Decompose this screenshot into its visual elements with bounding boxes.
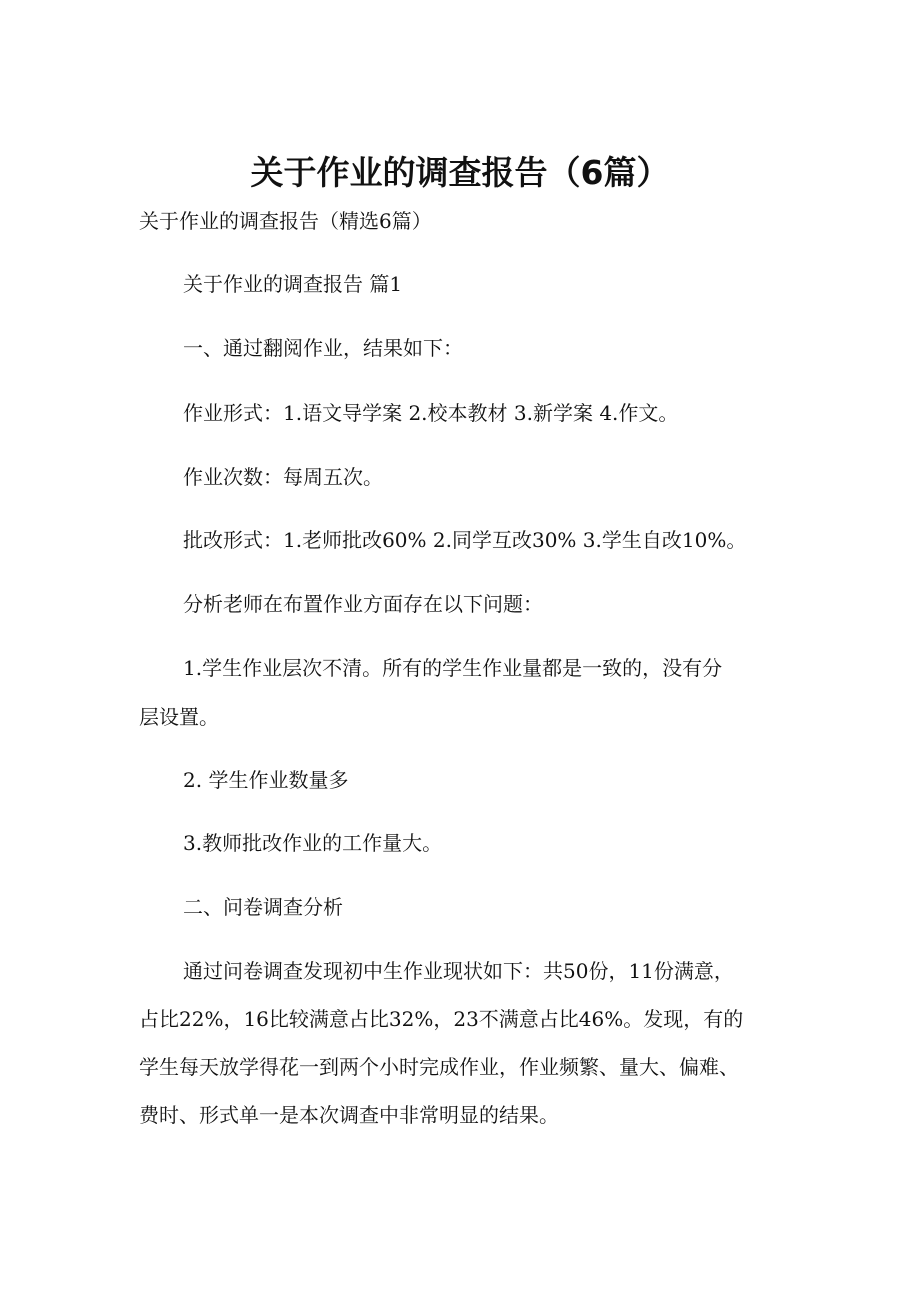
survey-line1: 通过问卷调查发现初中生作业现状如下：共50份，11份满意， xyxy=(183,959,734,983)
problem1-line2: 层设置。 xyxy=(139,705,219,729)
homework-forms-line: 作业形式：1.语文导学案 2.校本教材 3.新学案 4.作文。 xyxy=(183,401,679,425)
problem1-line1: 1.学生作业层次不清。所有的学生作业量都是一致的，没有分 xyxy=(183,656,723,680)
homework-frequency-line: 作业次数：每周五次。 xyxy=(183,465,383,489)
document-subtitle: 关于作业的调查报告（精选6篇） xyxy=(139,209,432,233)
document-title: 关于作业的调查报告（6篇） xyxy=(250,153,670,192)
problem2-line: 2. 学生作业数量多 xyxy=(183,768,349,792)
analysis-intro: 分析老师在布置作业方面存在以下问题： xyxy=(183,592,543,616)
problem3-line: 3.教师批改作业的工作量大。 xyxy=(183,831,443,855)
survey-line2: 占比22%，16比较满意占比32%，23不满意占比46%。发现，有的 xyxy=(139,1007,744,1031)
section-heading: 关于作业的调查报告 篇1 xyxy=(183,272,403,296)
correction-forms-line: 批改形式：1.老师批改60% 2.同学互改30% 3.学生自改10%。 xyxy=(183,528,747,552)
part1-heading: 一、通过翻阅作业，结果如下： xyxy=(183,336,463,360)
part2-heading: 二、问卷调查分析 xyxy=(183,895,343,919)
survey-line3: 学生每天放学得花一到两个小时完成作业，作业频繁、量大、偏难、 xyxy=(139,1055,739,1079)
survey-line4: 费时、形式单一是本次调查中非常明显的结果。 xyxy=(139,1103,559,1127)
